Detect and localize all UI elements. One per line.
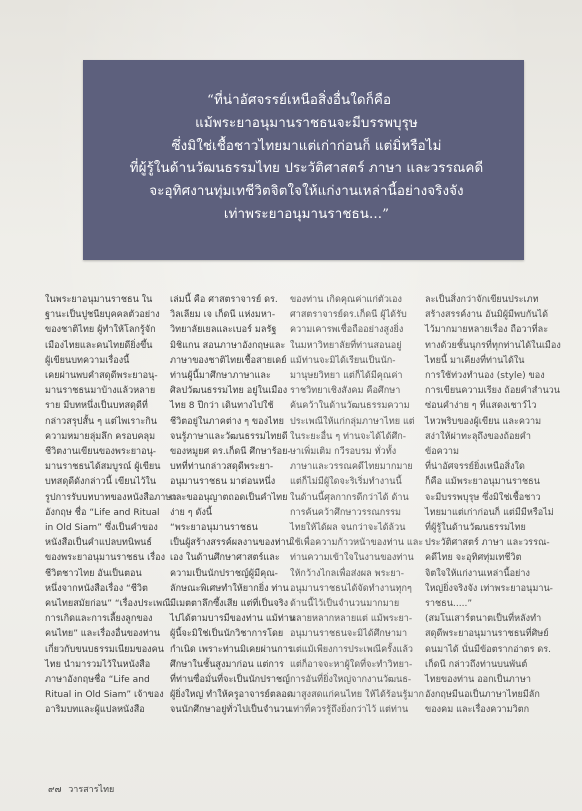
body-text-line: ภาษาและวรรณคดีไทยมากมาย — [290, 462, 413, 473]
body-text-line: วิทยาลัยเยลและเบอร์ มลรัฐ — [170, 325, 277, 336]
body-text-line: ไหวพริบของผู้เขียน และความ — [425, 416, 542, 427]
body-text-line: ค้นคว้าในด้านวัฒนธรรมความ — [290, 401, 410, 412]
body-text-line: มานราชธนได้สมบูรณ์ ผู้เขียน — [45, 462, 161, 473]
body-text-line: หนังสือเป็นคำแปลบทนิพนธ์ — [45, 538, 152, 549]
body-text-line: ภาษาของชาติไทยเชื้อสายเดย์ — [170, 355, 287, 366]
body-text-line: ในพระยาอนุมานราชธน ใน — [45, 295, 153, 305]
body-text-line: กำเนิด เพราะท่านมิเคยผ่านการ — [170, 644, 293, 655]
body-text-line: Ritual in Old Siam” เจ้าของ — [45, 690, 164, 701]
body-text-line: แต่ก็อาจจะหาผู้ใดที่จะทำวิทยา- — [290, 659, 413, 670]
text-column-3 — [290, 293, 424, 719]
body-text-line: อาริมบทและผู้แปลหนังสือ — [45, 705, 145, 716]
body-text-line: บทที่ท่านกล่าวสดุดีพระยา- — [170, 462, 274, 473]
body-text-line: ลักษณะพิเศษทำให้ยากยิ่ง ท่าน — [170, 583, 289, 594]
body-text-line: สง่าให้ผ่าทะลุถึงของถ้อยคำ — [425, 431, 531, 442]
body-text-line: ของท่าน เกิดคุณค่าแก่ตัวเอง — [290, 295, 402, 305]
body-text-line: ประเพณีให้แก่กลุ่มภาษาไทย แต่ — [290, 416, 415, 427]
body-text-line: การอันที่ยิ่งใหญ่จากงานวัฒนธ- — [290, 675, 412, 686]
body-text-line: ให้กว้างไกลเพื่อส่งผล พระยา- — [290, 568, 405, 579]
body-text-line: ดนมาได้ นั่นมีข้อตรากอ่าตร ดร. — [425, 644, 552, 655]
body-text-line: ศาสตราจารย์ดร.เก็ดนี ผู้ได้รับ — [290, 310, 407, 321]
body-text-line: ไทยมาแต่เก่าก่อนก็ แต่มีมีหรือไม่ — [425, 507, 554, 518]
body-text-line: ภาษาอังกฤษชื่อ “Life and — [45, 675, 150, 686]
body-text-line: เมืองไทยและคนไทยดียิ่งขึ้น — [45, 340, 153, 351]
pull-quote-line: แม้พระยาอนุมานราชธนจะมีบรรพบุรุษ — [195, 115, 418, 131]
body-text-line: ศิลปวัฒนธรรมไทย อยู่ในเมือง — [170, 386, 288, 397]
body-text-line: และขออนุญาตถอดเป็นคำไทย — [170, 492, 288, 503]
body-text-line: สร้างสรรค์งาน อันมิผู้มีพบกันได้ — [425, 310, 549, 321]
body-text-line: ของคม และเรื่องความวิตก — [425, 705, 530, 716]
body-text-line: จนนักศึกษาอยู่ทั่วไปเป็นจำนวน — [170, 705, 291, 716]
body-text-line: คนไทยสมัยก่อน” “เรื่องประเพณี — [45, 599, 171, 610]
body-text-line: ผู้เขียนบทความเรื่องนี้ — [45, 355, 130, 366]
body-text-line: จนรู้ภาษาและวัฒนธรรมไทยดี — [170, 431, 288, 442]
body-text-line: ในด้านนี้ศุลกากรดีกว่าได้ ด้าน — [290, 492, 409, 503]
body-text-line: ฐานะเป็นปูชนียบุคคลตัวอย่าง — [45, 310, 160, 321]
pull-quote-line: จะอุทิศงานทุ่มเทชีวิตจิตใจให้แก่งานเหล่านี้อย่างจริงจัง — [149, 184, 464, 200]
body-text-line: ผู้ยิ่งใหญ่ ทำให้ครูอาจารย์ตลอด — [170, 690, 293, 701]
body-text-line: การเกิดและการเลี้ยงลูกของ — [45, 614, 153, 625]
pull-quote-line: ซึ่งมิใช่เชื้อชาวไทยมาแต่เก่าก่อนก็ แต่มิ่หรือไม่ — [171, 138, 442, 154]
body-text-line: ศึกษาในชั้นสูงมาก่อน แต่การ — [170, 659, 284, 670]
body-text-line: มีเมตตาลึกซึ้งเสีย แต่ที่เป็นจริง — [170, 599, 289, 610]
body-text-line: ด้านนี้ไว้เป็นจำนวนมากมาย — [290, 599, 400, 610]
body-text-line: แม้ท่านจะมิได้เรียนเป็นนัก- — [290, 355, 396, 366]
body-text-line: ไทยนี้ มาเคียงที่ท่านได้ใน — [425, 355, 525, 366]
body-text-line: ในระยะอื่น ๆ ท่านจะได้ได้ศึก- — [290, 431, 407, 442]
body-text-line: ผู้นี้จะมิใช่เป็นนักวิชาการโดย — [170, 629, 284, 640]
body-text-line: “พระยาอนุมานราชธน — [170, 523, 258, 534]
body-text-line: ความเป็นนักปราชญ์ผู้มีคุณ- — [170, 568, 278, 579]
body-text-line: อนุมานราชธน มาต่อนหนึ่ง — [170, 477, 276, 488]
pull-quote-line: เท่าพระยาอนุมานราชธน...” — [223, 206, 390, 222]
body-text-line: ใหญ่ยิ่งจริงจัง เท่าพระยาอนุมาน- — [425, 583, 553, 594]
body-text-line: ง่าย ๆ ดังนี้ — [170, 507, 213, 518]
body-text-line: คดีไทย จะอุทิศทุ่มเทชีวิต — [425, 553, 522, 564]
body-text-line: ษาเพิ่มเติม กวีรอบรม ทั่วทั้ง — [290, 447, 397, 458]
body-text-line: (สมโนเสาร์ตนาตเป็นที่หลังทำ — [425, 614, 542, 625]
body-text-line: ไทยของท่าน ออกเป็นภาษา — [425, 675, 531, 686]
body-text-line: ไปได้ตามบารมีของท่าน แม้ท่าน — [170, 614, 296, 625]
body-text-line: ท่านความเข้าใจในงานของท่าน — [290, 553, 414, 564]
body-text-line: การเขียนความเรียง ถ้อยคำสำนวน — [425, 386, 560, 397]
body-text-line: สดุดีพระยาอนุมานราชธนที่ศิษย์ — [425, 629, 549, 640]
body-text-line: ชีวิตอยู่ในภาคต่าง ๆ ของไทย — [170, 416, 284, 427]
body-text-line: มานุษยวิทยา แต่ก็ได้มีคุณค่า — [290, 371, 403, 382]
body-text-line: ของหมูยศ ดร.เก็ดนี ศึกษาร้อย- — [170, 447, 291, 458]
body-text-line: อนุมานราชธนได้จัดทำงานทุกๆ — [290, 583, 412, 594]
body-text-line: การค้นคว้าศึกษาวรรณกรรม — [290, 507, 402, 518]
body-text-line: จิตใจให้แก่งานเหล่านี้อย่าง — [425, 568, 530, 579]
body-text-line: ท่านผู้นี้มาศึกษาภาษาและ — [170, 371, 271, 382]
page-number: ๙๗ — [48, 785, 62, 795]
body-text-line: ไทย 8 ปีกว่า เดินทางไปใช้ — [170, 401, 274, 412]
body-text-line: เก็ดนี กล่าวถึงท่านบนพันต์ — [425, 659, 528, 670]
body-text-line: ที่น่าอัศจรรย์ยิ่งเหนือสิ่งใด — [425, 462, 525, 473]
pull-quote-box — [83, 60, 524, 260]
body-text-line: วิลเลียม เจ เก็ดนี แห่งมหา- — [170, 310, 276, 321]
body-text-line: ความเคารพเชื่อถืออย่างสูงยิ่ง — [290, 325, 404, 336]
body-text-line: เล่มนี้ คือ ศาสตราจารย์ ดร. — [170, 295, 278, 305]
body-text-line: ไทย นำมารวมไว้ในหนังสือ — [45, 659, 151, 670]
body-text-line: ทางด้วยชั้นนุกรที่ทุกท่านได้ในเมือง — [425, 340, 561, 351]
body-text-line: in Old Siam” ซึ่งเป็นคำของ — [45, 523, 158, 534]
body-text-line: เอง ในด้านศึกษาศาสตร์และ — [170, 553, 280, 564]
body-text-line: ความหมายลุ่มลึก ครอบคลุม — [45, 431, 156, 442]
body-text-line: ราชธน.....” — [425, 599, 473, 610]
body-text-line: ข้อความ — [425, 447, 459, 458]
body-text-line: บทสดุดีดังกล่าวนี้ เขียนไว้ใน — [45, 477, 157, 488]
body-text-line: กล่าวสรุปสั้น ๆ แต่ไพเราะกิน — [45, 416, 157, 427]
body-text-line: รูปการรับบทบาทของหนังสือภาษา — [45, 492, 177, 503]
body-text-line: ของพระยาอนุมานราชธน เรื่อง — [45, 553, 166, 564]
page-footer — [48, 782, 114, 796]
magazine-name: วารสารไทย — [68, 785, 115, 795]
body-text-line: ไว้มากมายหลายเรื่อง ถือวาที่ละ — [425, 325, 549, 336]
body-text-line: แต่แม้เพียงการประเพณีครั้งแล้ว — [290, 644, 414, 655]
body-text-line: ก็คือ แม้พระยาอนุมานราชธน — [425, 477, 540, 488]
body-text-line: เคยผ่านพบคำสดุดีพระยาอนุ- — [45, 371, 158, 382]
pull-quote-line: “ที่น่าอัศจรรย์เหนือสิ่งอื่นใดก็คือ — [207, 93, 392, 108]
body-text-line: มิชิแกน สอนภาษาอังกฤษและ — [170, 340, 286, 351]
body-text-line: เท่าที่ควรรู้ถึงยิ่งกว่าไว้ แต่ท่าน — [290, 705, 409, 716]
body-text-line: ของชาติไทย ผู้ทำให้โลกรู้จัก — [45, 325, 156, 336]
body-text-line: ราชวิทยาเชิงสังคม คือศึกษา — [290, 386, 401, 397]
body-text-line: ไทยให้ได้ผล จนกว่าจะได้ล้วน — [290, 523, 406, 534]
body-text-line: ที่ผู้รู้ในด้านวัฒนธรรมไทย — [425, 523, 526, 534]
body-text-line: ซ่อนคำง่าย ๆ ที่แสดงเชาว์ไว — [425, 401, 537, 412]
body-text-line: อังกฤษ ชื่อ “Life and Ritual — [45, 507, 160, 518]
body-text-line: ที่ท่านซื่อมั่นที่จะเป็นนักปราชญ์ — [170, 675, 290, 686]
body-text-line: เป็นผู้สร้างสรรค์ผลงานของท่าน — [170, 538, 292, 549]
body-text-line: อนุมานราชธนจะมิได้ศึกษามา — [290, 629, 408, 640]
text-column-4 — [425, 293, 561, 719]
body-text-line: มาสูงสดแก่คนไทย ให้ได้ร้อนรู้มาก — [290, 690, 424, 701]
text-column-2 — [170, 293, 296, 719]
body-text-line: อังกฤษมีนอเป็นภาษาไทยมีลัก — [425, 690, 540, 701]
body-text-line: ในมหาวิทยาลัยที่ท่านสอนอยู่ — [290, 340, 402, 351]
body-text-line: หลายหลากหลายแต่ แม้พระยา- — [290, 614, 413, 625]
body-text-line: ประวัติศาสตร์ ภาษา และวรรณ- — [425, 538, 550, 549]
body-text-line: จะมีบรรพบุรุษ ซึ่งมิใช่เชื้อชาว — [425, 492, 541, 503]
body-text-line: ราย มีบทหนึ่งเป็นบทสดุดีที่ — [45, 401, 148, 412]
pull-quote-line: ที่ผู้รู้ในด้านวัฒนธรรมไทย ประวัติศาสตร์ ภาษา และวรรณคดี — [129, 161, 484, 177]
body-text-line: การใช้ท่วงทำนอง (style) ของ — [425, 371, 545, 382]
body-text-line: เกี่ยวกับขนบธรรมเนียมของคน — [45, 644, 164, 655]
body-text-line: ใช้เพื่อความก้าวหน้าของท่าน และ — [290, 538, 424, 549]
body-text-line: คนไทย” และเรื่องอื่นของท่าน — [45, 629, 161, 640]
body-text-line: ละเป็นสิ่งกว่าจักเขียนประเภท — [425, 295, 539, 305]
body-text-line: มานราชธนมาบ้างแล้วหลาย — [45, 386, 156, 397]
body-text-line: ชีวิตงานเขียนของพระยาอนุ- — [45, 447, 157, 458]
body-text-line: แต่ก็ไม่มีผู้ใดจะริเริ่มทำงานนี้ — [290, 477, 402, 488]
body-text-line: หนึ่งจากหนังสือเรื่อง “ชีวิต — [45, 583, 148, 594]
body-text-line: ชีวิตชาวไทย อันเป็นตอน — [45, 568, 142, 579]
text-column-1 — [45, 293, 177, 719]
